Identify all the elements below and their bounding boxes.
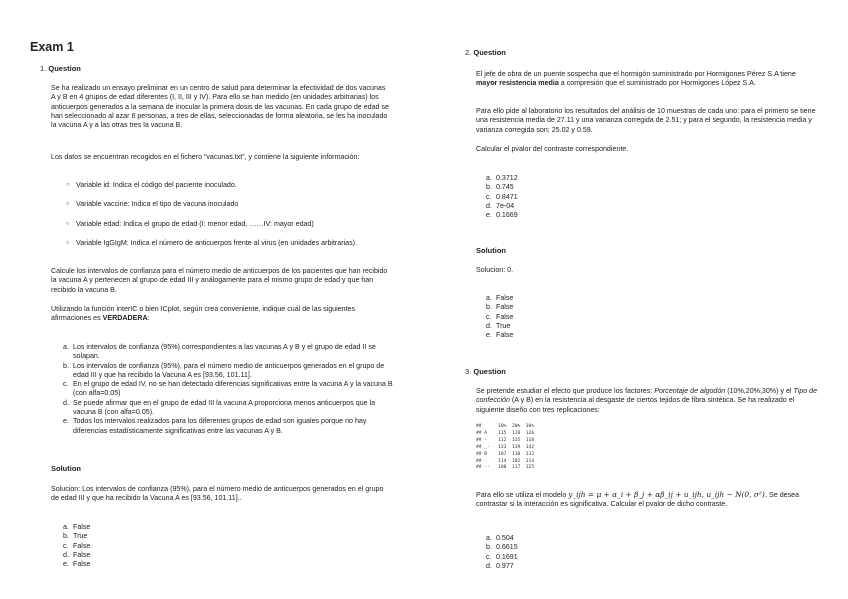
table-row: ## - 112 135 118 (476, 437, 535, 443)
list-item: e. False (486, 331, 514, 340)
q1-data-text: Los datos se encuentran recogidos en el fichero “vacunas.txt”, y contiene la siguiente información: (51, 153, 360, 161)
q1-variable-list (66, 181, 371, 248)
list-item: c. False (63, 541, 91, 550)
exam-title: Exam 1 (30, 40, 74, 54)
model-formula: y_ijh = μ + α_i + β_j + αβ_ij + u_ijh, u_ijh ~ N(0, σ²). (568, 490, 768, 499)
list-item: e. Todos los intervalos realizados para los diferentes grupos de edad son iguales porque no hay diferencias estadísticamente significativas entre las vacunas A y B. (63, 417, 367, 435)
list-item: a. 0.3712 (486, 174, 518, 182)
q2-paragraph-3: Calcular el pvalor del contraste correspondiente. (476, 145, 629, 153)
table-row: ## _- 133 139 142 (476, 444, 535, 450)
q1-answers (63, 523, 163, 569)
list-item: d. Se puede afirmar que en el grupo de edad III la vacuna A proporciona menos anticuerpos que la vacuna B (con alfa=0.05). (63, 398, 376, 417)
question-number: 1. (40, 64, 47, 73)
list-item: d. 7e-04 (486, 201, 515, 210)
list-item: b. 0.6615 (486, 543, 518, 552)
list-item: e. False (63, 560, 91, 569)
question-number: 3. (465, 367, 472, 376)
list-item: c. 0.1691 (486, 552, 518, 561)
q3-paragraph-1: Se pretende estudiar el efecto que produce los factores: Porcentaje de algodón (10%,20%,30%) y el Tipo de confección (A y B) en la resistencia al desgaste de ciertos tejidos de fibra sintética. Se ha realizado el siguiente diseño con tres replicaciones: (476, 387, 818, 414)
list-item: ○ Variable vaccine: Indica el tipo de vacuna inoculado (66, 200, 371, 209)
q2-options (486, 174, 586, 220)
q3-model-text: Para ello se utiliza el modelo y_ijh = μ + α_i + β_j + αβ_ij + u_ijh, u_ijh ~ N(0, σ²). Se desea contrastar si la interacción es significativa. Calcular el pvalor de dicho contraste. (476, 490, 800, 509)
list-item: c. En el grupo de edad IV, no se han detectado diferencias significativas entre la vacuna A y la vacuna B (con alfa=0.05) (63, 380, 393, 398)
question-2-header (465, 48, 506, 57)
question-label: Question (473, 367, 506, 376)
table-row: ## -- 108 117 125 (476, 465, 535, 471)
list-item: ○ Variable id: Indica el código del paciente inoculado. (66, 181, 371, 190)
list-item: c. 0.8471 (486, 192, 518, 201)
question-label: Question (473, 48, 506, 57)
list-item: b. 0.745 (486, 183, 514, 192)
table-row: ## B 107 110 132 (476, 451, 535, 457)
q1-options (63, 343, 393, 436)
question-number: 2. (465, 48, 472, 57)
question-3-header (465, 367, 506, 376)
q1-solution-text: Solucion: Los intervalos de confianza (95%), para el número medio de anticuerpos generados en el grupo de edad III y que ha recibido la Vacuna A es [93.56, 101.11].. (51, 485, 384, 503)
q2-solution-heading: Solution (476, 246, 506, 255)
list-item: ○ Variable edad: Indica el grupo de edad (I: menor edad, ……IV: mayor edad) (66, 220, 371, 229)
q1-solution-heading: Solution (51, 464, 81, 473)
list-item: b. False (486, 303, 514, 312)
q2-solution-text: Solucion: 0. (476, 266, 514, 274)
list-item: a. False (486, 294, 514, 302)
list-item: a. 0.504 (486, 534, 514, 542)
list-item: a. False (63, 523, 91, 531)
q2-paragraph-2: Para ello pide al laboratorio los resultados del análisis de 10 muestras de cada uno: para el primero se tiene una resistencia media de 27.11 y una varianza corregida de 2.51; y para el segundo, la resistencia media y varianza corregida son: 25.02 y 0.59. (476, 107, 816, 134)
table-row: ## A 115 120 126 (476, 430, 535, 436)
question-1-header (40, 64, 81, 73)
q2-answers (486, 294, 586, 340)
q1-intro: Se ha realizado un ensayo preliminar en un centro de salud para determinar la efectividad de dos vacunas A y B en 4 grupos de edad diferentes (I, II, III y IV). Para ello se han medido (en unidades arbitrarias) los anticuerpos generados a la semana de inocular la primera dosis de las vacunas. En cada grupo de edad se han seleccionado al azar 6 personas, a tres de ellas, seleccionadas de forma aleatoria, se les ha inoculado la vacuna A y a las otras tres la vacuna B. (51, 84, 389, 130)
table-row: ## 10% 20% 30% (476, 424, 535, 429)
list-item: c. False (486, 312, 514, 321)
q1-calc-text: Calcule los intervalos de confianza para el número medio de anticuerpos de los pacientes que han recibido la vacuna A y pertenecen al grupo de edad III y análogamente para el mismo grupo de edad y que han recibido la vacuna B. (51, 267, 388, 294)
list-item: a. Los intervalos de confianza (95%) correspondientes a las vacunas A y B y el grupo de edad II se solapan. (63, 343, 376, 361)
q3-options (486, 534, 586, 571)
list-item: ○ Variable IgGIgM: Indica el número de anticuerpos frente al virus (en unidades arbitrarias). (66, 239, 371, 248)
q2-paragraph-1: El jefe de obra de un puente sospecha que el hormigón suministrado por Hormigones Pérez S.A tiene mayor resistencia media a compresión que el suministrado por Hormigones López S.A. (476, 70, 796, 88)
q1-using-text: Utilizando la función interIC o bien ICplot, según crea conveniente, indique cuál de las siguientes afirmaciones es VERDADERA: (51, 305, 356, 323)
table-row: ## - 114 102 114 (476, 458, 535, 464)
list-item: e. 0.1669 (486, 211, 518, 220)
q3-data-table (476, 424, 534, 472)
list-item: d. 0.977 (486, 561, 514, 570)
list-item: b. True (63, 532, 88, 541)
list-item: b. Los intervalos de confianza (95%), para el número medio de anticuerpos generados en el grupo de edad III y que ha recibido la Vacuna A es [93.56, 101.11]. (63, 361, 385, 379)
question-label: Question (48, 64, 81, 73)
list-item: d. True (486, 321, 511, 330)
list-item: d. False (63, 550, 91, 559)
